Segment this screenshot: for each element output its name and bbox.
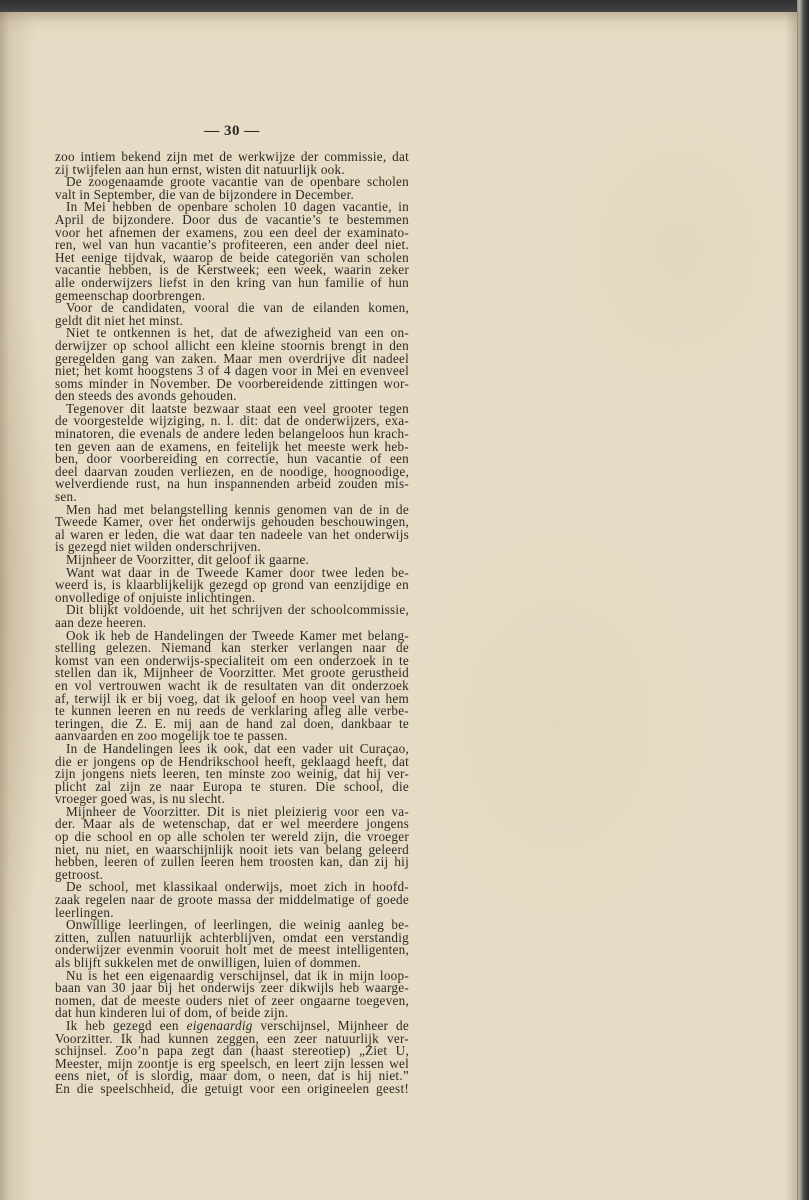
text-line: eens niet, of is slordig, maar dom, o neen, dat is hij niet.” [55,1068,409,1084]
paragraph [55,881,409,919]
text-line: dat hun kinderen lui of dom, of beide zijn. [55,1005,289,1021]
paragraph [55,501,409,555]
text-line: af, terwijl ik er bij voeg, dat ik geloof en hoop veel van hem [55,690,409,706]
text-line: ben, door voorbereiding en correctie, hun vacantie of een [55,451,409,467]
text-line: op die school en op alle scholen ter wereld zijn, die vroeger [55,829,409,845]
paragraph [55,604,409,629]
text-line: Voor de candidaten, vooral die van de eilanden komen, [66,300,409,316]
paragraph [55,564,409,605]
text-line: Nu is het een eigenaardig verschijnsel, dat ik in mijn loop- [66,967,409,983]
text-line: en vol vertrouwen wacht ik de resultaten van dit onderzoek [55,677,409,693]
text-line: voor het afnemen der examens, zou een deel der examinato- [55,224,409,240]
text-line: komst van een onderwijs-specialiteit om een onderzoek in te [55,652,409,668]
text-line: Voorzitter. Ik had kunnen zeggen, een zeer natuurlijk ver- [55,1030,409,1046]
text-line: April de bijzondere. Door dus de vacantie’s te bestemmen [55,211,409,227]
text-line: Meester, mijn zoontje is erg speelsch, en leert zijn lessen wel [55,1055,409,1071]
text-line: ren, wel van hun vacantie’s profiteeren, een ander deel niet. [55,237,409,253]
paragraph [55,302,409,327]
text-line: als blijft sukkelen met de onwilligen, luien of dommen. [55,955,362,970]
text-line: Tegenover dit laatste bezwaar staat een veel grooter tegen [66,400,409,416]
text-line: En die speelschheid, die getuigt voor een origineelen geest! [55,1080,409,1096]
text-line: plicht zal zijn ze naar Europa te sturen. Die school, die [55,778,409,794]
page-number: — 30 — [204,123,260,139]
paragraph [55,201,409,302]
text-line: zij twijfelen aan hun ernst, wisten dit natuurlijk ook. [55,161,345,177]
text-line: geregelden gang van zaken. Maar men overdrijve dit nadeel [55,350,409,366]
text-line: die er jongens op de Hendrikschool heeft, geklaagd heeft, dat [55,753,409,769]
paragraph [55,1017,410,1096]
text-line: deel daarvan zouden verliezen, en de noodige, hoognoodige, [55,463,409,479]
text-line: al waren er leden, die wat daar ten nadeele van het onderwijs [55,526,409,542]
text-line: Ook ik heb de Handelingen der Tweede Kamer met belang- [66,627,409,643]
text-line: Dit blijkt voldoende, uit het schrijven der schoolcommissie, [66,602,409,618]
text-line: den steeds des avonds gehouden. [55,388,237,404]
text-line: In de Handelingen lees ik ook, dat een vader uit Curaçao, [66,740,409,756]
text-line: leerlingen. [55,904,114,920]
text-line: is gezegd niet wilden onderschrijven. [55,539,261,555]
text-line: der. Maar als de wetenschap, dat er wel meerdere jongens [55,816,409,832]
text-line: weerd is, is klaarblijkelijk gezegd op grond van eenzijdige en [55,577,409,593]
text-column [55,151,409,1096]
text-line: Het eenige tijdvak, waarop de beide categoriën van scholen [55,249,409,265]
text-line: De school, met klassikaal onderwijs, moet zich in hoofd- [66,879,409,895]
text-line: soms minder in November. De voorbereidende zittingen wor- [55,375,409,391]
text-line: hebben, leeren of zullen leeren hem troosten kan, dan zij hij [55,854,409,870]
emphasized-word: eigenaardig [186,1017,253,1033]
text-line: Mijnheer de Voorzitter, dit geloof ik gaarne. [66,552,310,567]
paragraph [55,967,409,1021]
text-line: aan deze heeren. [55,614,147,630]
text-line: de voorgestelde wijziging, n. l. dit: dat de onderwijzers, exa- [55,413,409,429]
paragraph [55,919,409,969]
text-line: nomen, dat de meeste ouders niet of zeer ongaarne toegeven, [55,992,409,1008]
text-line: te kunnen leeren en nu reeds de verklaring afleg alle verbe- [55,703,409,719]
text-line: De zoogenaamde groote vacantie van de openbare scholen [66,174,409,190]
continued-paragraph [55,151,409,176]
text-line: alle onderwijzers liefst in den kring van hun familie of hun [55,274,409,290]
text-line: sen. [55,489,77,505]
paragraph [55,627,409,744]
text-line: derwijzer op school allicht een kleine stoornis brengt in den [55,337,409,353]
text-line: Want wat daar in de Tweede Kamer door twee leden be- [66,564,409,580]
text-line: teringen, die Z. E. mij aan de hand zal doen, dankbaar te [55,715,409,731]
text-line: vroeger goed was, is nu slecht. [55,791,225,807]
paragraph [55,400,409,505]
text-line: vacantie hebben, is de Kerstweek; een week, waarin zeker [55,262,409,278]
text-line: niet; het komt hoogstens 3 of 4 dagen voor in Mei en evenveel [55,363,409,379]
text-line: zoo intiem bekend zijn met de werkwijze der commissie, dat [55,149,409,164]
text-line: stellen dan ik, Mijnheer de Voorzitter. Met groote gerustheid [55,665,409,681]
text-line: valt in September, die van de bijzondere in December. [55,186,355,202]
text-run: Ik heb gezegd een [66,1017,187,1033]
page-edge [797,0,809,1200]
paragraph [55,803,409,882]
text-line: baan van 30 jaar bij het onderwijs zeer dikwijls heb waarge- [55,980,409,996]
text-run: verschijnsel, Mijnheer de [252,1017,410,1033]
text-line: welverdiende rust, na hun inspannenden arbeid zouden mis- [55,476,409,492]
paragraph [55,176,409,201]
text-line: geldt dit niet het minst. [55,312,184,328]
text-line: Men had met belangstelling kennis genomen van de in de [66,501,409,517]
text-line: stelling gelezen. Niemand kan sterker verlangen naar de [55,640,409,656]
text-line: minatoren, die evenals de andere leden belangeloos hun krach- [55,426,409,442]
text-line: Niet te ontkennen is het, dat de afwezigheid van een on- [66,325,409,341]
text-line: gemeenschap doorbrengen. [55,287,206,303]
text-line: niet, nu niet, en waarschijnlijk nooit iets van belang geleerd [55,841,409,857]
text-line: onvolledige of onjuiste inlichtingen. [55,589,256,605]
text-line: In Mei hebben de openbare scholen 10 dagen vacantie, in [66,199,409,215]
text-line: Mijnheer de Voorzitter. Dit is niet pleizierig voor een va- [66,803,409,819]
text-line: onderwijzer evenmin vooruit holt met de meest intelligenten, [55,942,409,958]
text-line: zaak regelen naar de groote massa der middelmatige of goede [55,892,409,908]
text-line: Tweede Kamer, over het onderwijs gehouden beschouwingen, [55,514,409,530]
text-line: schijnsel. Zoo’n papa zegt dan (haast stereotiep) „Ziet U, [55,1043,409,1059]
text-line: aanvaarden en zoo mogelijk toe te passen. [55,728,288,744]
text-line: getroost. [55,866,104,882]
text-line: Onwillige leerlingen, of leerlingen, die weinig aanleg be- [66,917,409,933]
paragraph [55,327,409,403]
paragraph [55,740,409,807]
text-line: ten geven aan de examens, en feitelijk het meeste werk heb- [55,438,409,454]
text-line: zitten, zullen natuurlijk achterblijven, omdat een verstandig [55,929,409,945]
text-line: zijn jongens niets leeren, ten minste zoo weinig, dat hij ver- [55,766,409,782]
